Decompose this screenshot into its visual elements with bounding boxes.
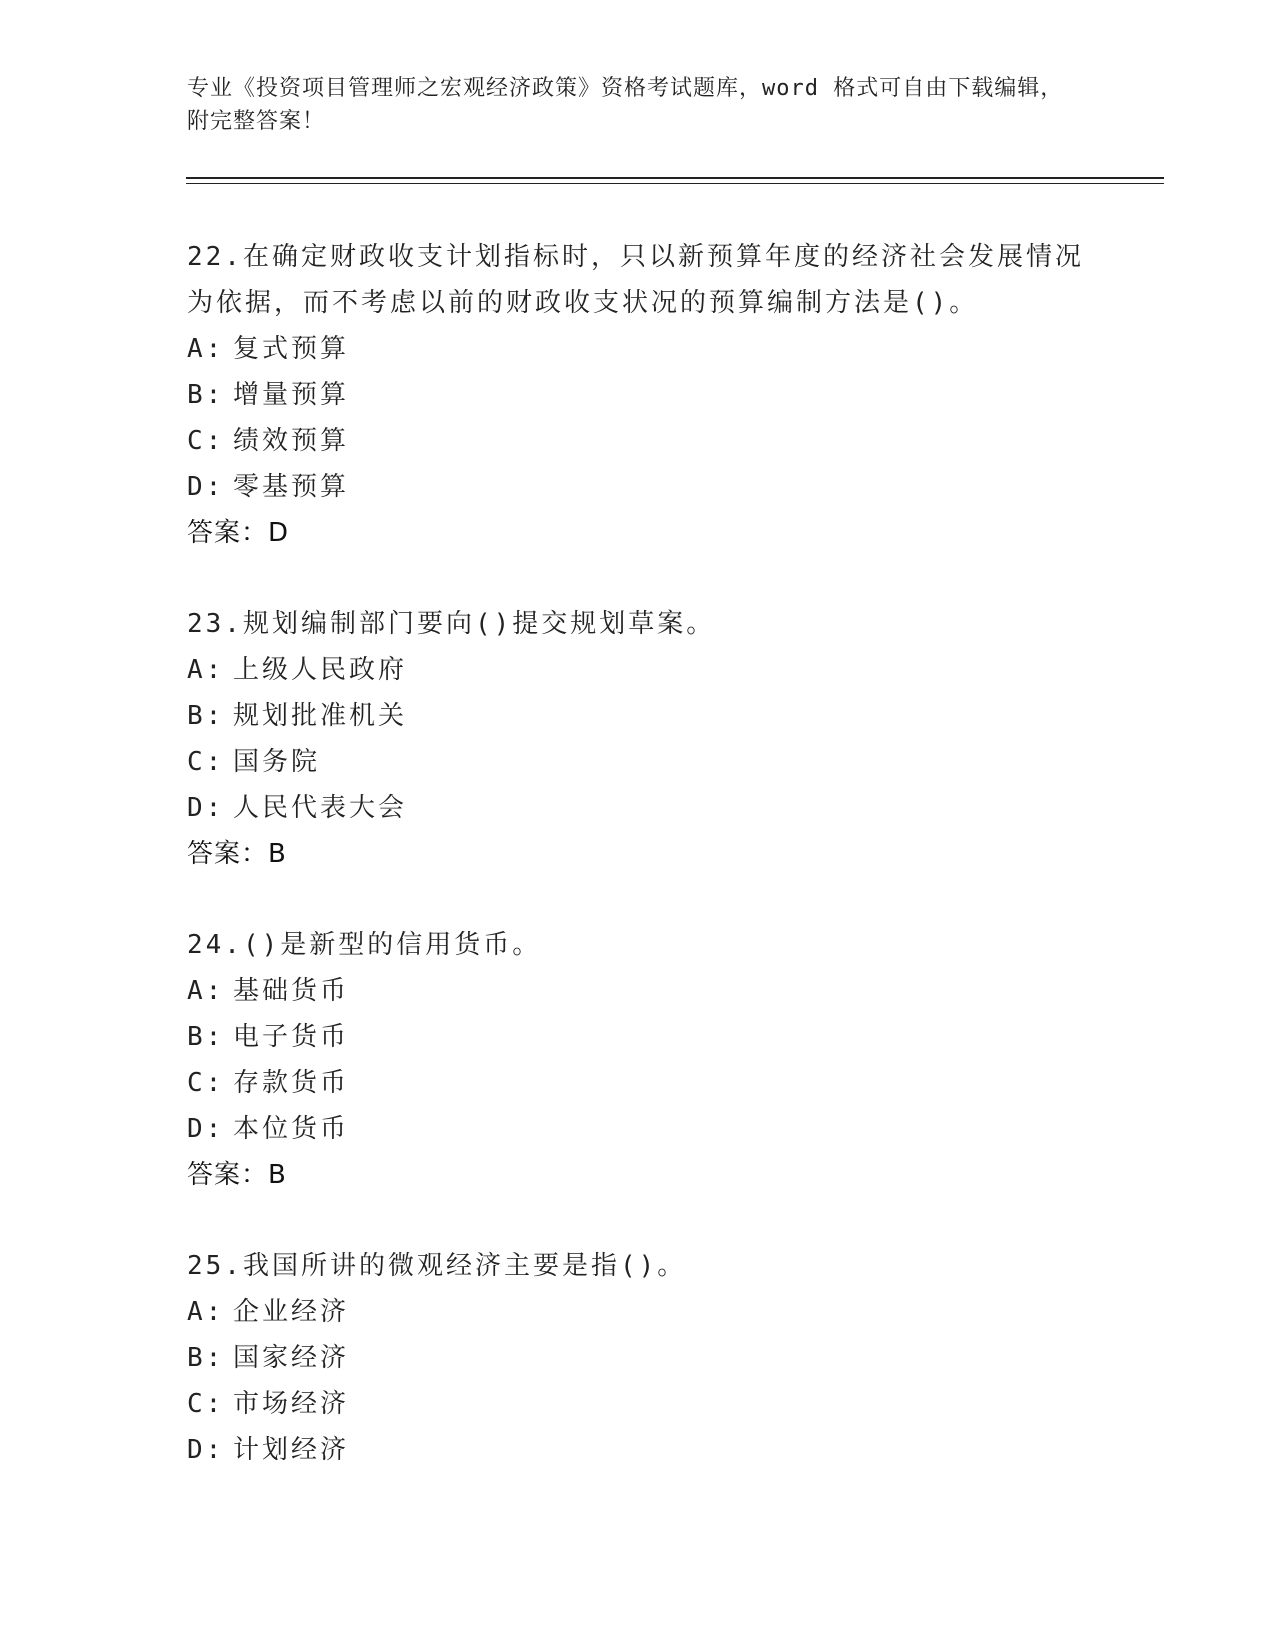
option-text: 企业经济	[233, 1297, 350, 1327]
answer-line: 答案：D	[187, 518, 290, 548]
option-d	[187, 1427, 1087, 1473]
question-22	[187, 234, 1087, 556]
option-a	[187, 647, 1087, 693]
answer-line: 答案：B	[187, 839, 287, 869]
option-key: C:	[187, 1389, 225, 1419]
option-c	[187, 418, 1087, 464]
question-24	[187, 922, 1087, 1198]
option-b	[187, 1335, 1087, 1381]
option-key: C:	[187, 747, 225, 777]
option-text: 存款货币	[233, 1068, 350, 1098]
option-text: 市场经济	[233, 1389, 350, 1419]
question-23	[187, 601, 1087, 877]
option-text: 本位货币	[233, 1114, 350, 1144]
question-stem: 22.在确定财政收支计划指标时，只以新预算年度的经济社会发展情况为依据，而不考虑以前的财政收支状况的预算编制方法是()。	[187, 242, 1084, 318]
option-b	[187, 372, 1087, 418]
option-key: C:	[187, 1068, 225, 1098]
option-c	[187, 1060, 1087, 1106]
option-c	[187, 1381, 1087, 1427]
option-a	[187, 1289, 1087, 1335]
option-text: 国家经济	[233, 1343, 350, 1373]
option-b	[187, 693, 1087, 739]
option-key: B:	[187, 701, 225, 731]
option-key: D:	[187, 1114, 225, 1144]
option-key: D:	[187, 472, 225, 502]
option-text: 人民代表大会	[233, 793, 408, 823]
answer-line: 答案：B	[187, 1160, 287, 1190]
option-text: 绩效预算	[233, 426, 350, 456]
option-c	[187, 739, 1087, 785]
option-key: D:	[187, 793, 225, 823]
option-key: B:	[187, 1022, 225, 1052]
option-key: D:	[187, 1435, 225, 1465]
option-b	[187, 1014, 1087, 1060]
document-intro: 专业《投资项目管理师之宏观经济政策》资格考试题库，word 格式可自由下载编辑，附完整答案！	[187, 76, 1064, 134]
option-d	[187, 1106, 1087, 1152]
question-stem: 25.我国所讲的微观经济主要是指()。	[187, 1251, 687, 1281]
option-d	[187, 464, 1087, 510]
option-text: 基础货币	[233, 976, 350, 1006]
option-key: C:	[187, 426, 225, 456]
question-stem: 24.()是新型的信用货币。	[187, 930, 542, 960]
option-d	[187, 785, 1087, 831]
option-text: 国务院	[233, 747, 321, 777]
option-text: 复式预算	[233, 334, 350, 364]
option-key: A:	[187, 976, 225, 1006]
option-a	[187, 968, 1087, 1014]
option-key: A:	[187, 334, 225, 364]
option-text: 规划批准机关	[233, 701, 408, 731]
question-list	[187, 234, 1087, 1518]
question-stem: 23.规划编制部门要向()提交规划草案。	[187, 609, 716, 639]
header-rule-thin	[186, 183, 1164, 184]
option-key: B:	[187, 1343, 225, 1373]
option-text: 电子货币	[233, 1022, 350, 1052]
option-key: A:	[187, 655, 225, 685]
option-key: B:	[187, 380, 225, 410]
option-text: 上级人民政府	[233, 655, 408, 685]
question-25	[187, 1243, 1087, 1473]
option-text: 零基预算	[233, 472, 350, 502]
option-text: 计划经济	[233, 1435, 350, 1465]
option-key: A:	[187, 1297, 225, 1327]
option-a	[187, 326, 1087, 372]
option-text: 增量预算	[233, 380, 350, 410]
header-rule-thick	[186, 177, 1164, 179]
